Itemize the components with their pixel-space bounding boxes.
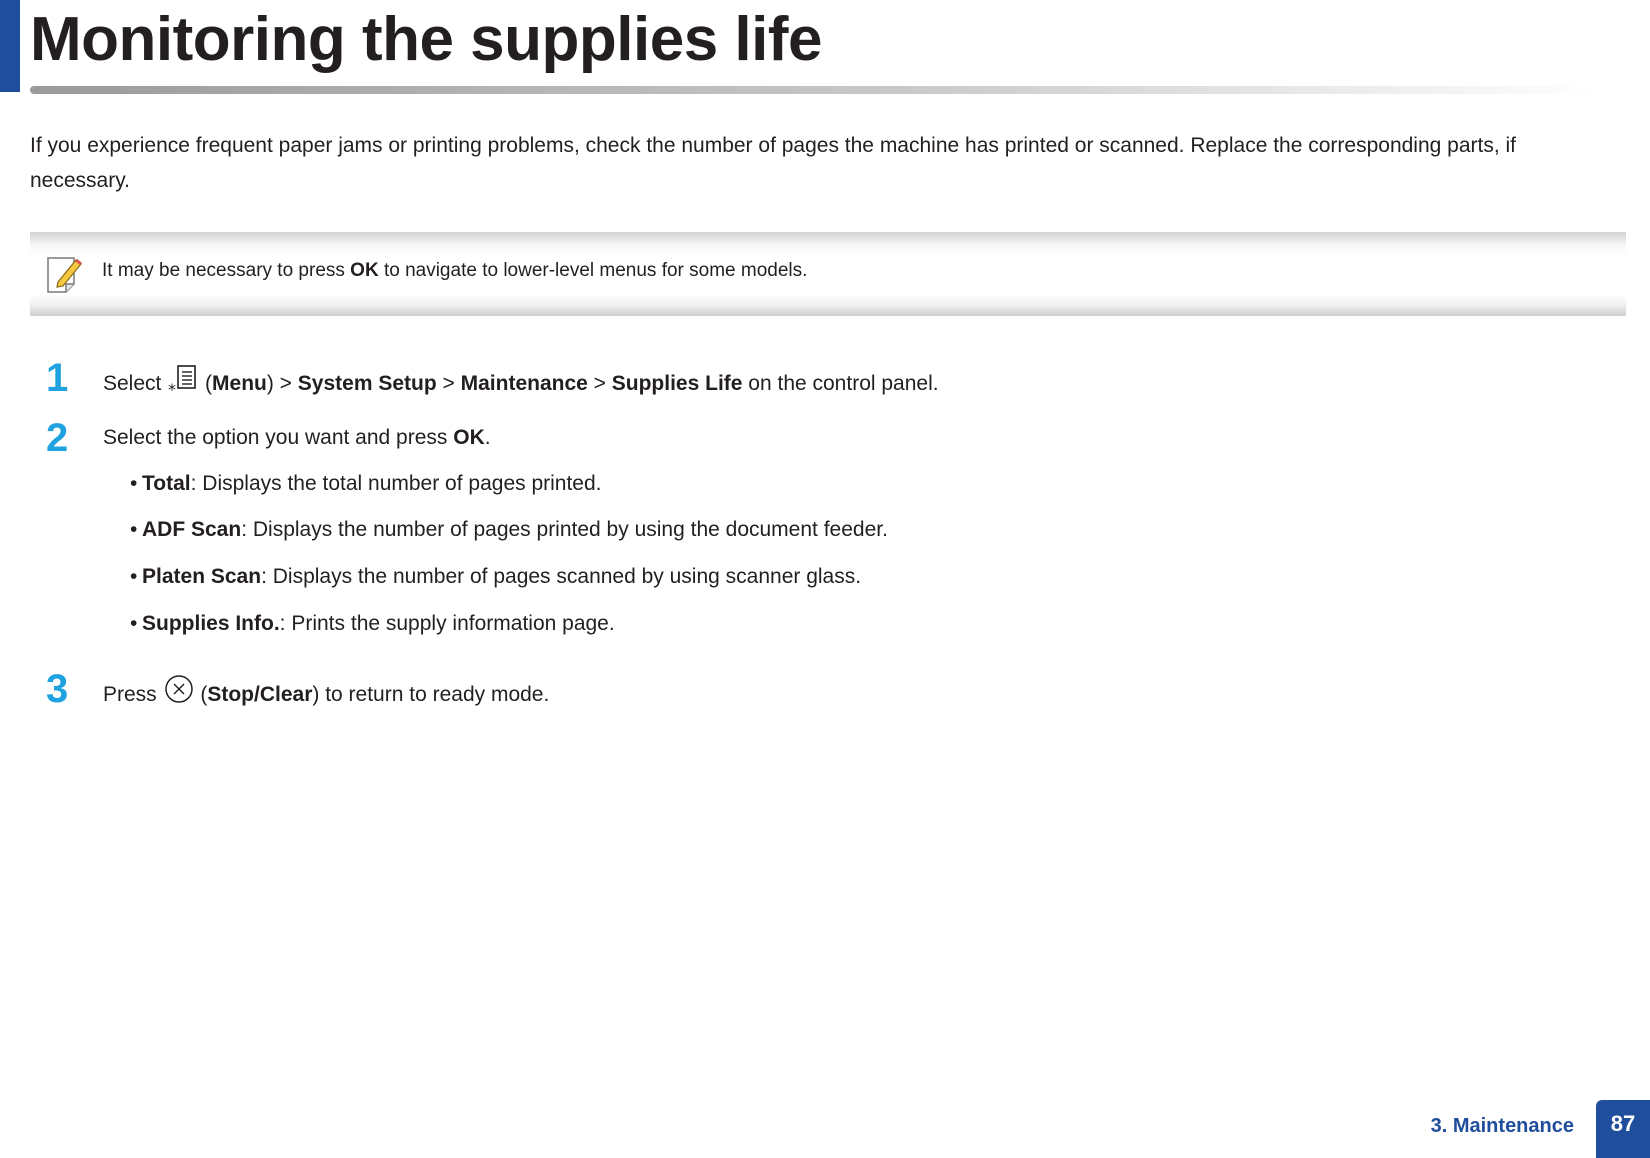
bullet: • bbox=[130, 612, 138, 635]
note-pencil-icon bbox=[44, 254, 84, 294]
stop-clear-label: Stop/Clear bbox=[207, 683, 313, 706]
option-description: : Prints the supply information page. bbox=[279, 612, 615, 635]
note-text-after: to navigate to lower-level menus for some models. bbox=[378, 260, 808, 281]
option-description: : Displays the number of pages printed by using the document feeder. bbox=[241, 518, 888, 541]
note-text-before: It may be necessary to press bbox=[102, 260, 351, 281]
step-text bbox=[103, 364, 939, 398]
note-ok-keyword: OK bbox=[350, 260, 379, 281]
bullet: • bbox=[130, 518, 138, 541]
step-prefix: Press bbox=[103, 683, 163, 706]
step-text bbox=[103, 675, 549, 709]
page-title: Monitoring the supplies life bbox=[30, 5, 822, 74]
menu-icon bbox=[167, 364, 199, 396]
ok-label: OK bbox=[453, 426, 485, 449]
option-description: : Displays the total number of pages printed. bbox=[190, 472, 602, 495]
option-label: Supplies Info. bbox=[142, 612, 280, 635]
intro-paragraph: If you experience frequent paper jams or printing problems, check the number of pages the machine has printed or scanned. Replace the corresponding parts, if necessary. bbox=[30, 134, 1517, 192]
option-label: ADF Scan bbox=[142, 518, 242, 541]
step-text bbox=[103, 424, 491, 452]
system-setup-label: System Setup bbox=[297, 372, 437, 395]
title-underline bbox=[30, 86, 1600, 94]
title-accent-bar bbox=[0, 0, 20, 92]
step-paren: ( bbox=[199, 372, 213, 395]
menu-label: Menu bbox=[212, 372, 267, 395]
step-number: 2 bbox=[46, 416, 69, 460]
option-description: : Displays the number of pages scanned by using scanner glass. bbox=[261, 565, 862, 588]
supplies-life-label: Supplies Life bbox=[611, 372, 743, 395]
stop-clear-icon bbox=[163, 675, 195, 707]
footer-section-label: 3. Maintenance bbox=[1430, 1115, 1574, 1137]
step-suffix: . bbox=[484, 426, 491, 449]
step-suffix: ) to return to ready mode. bbox=[312, 683, 550, 706]
step-separator: > bbox=[436, 372, 461, 395]
note-text bbox=[102, 258, 807, 284]
step-suffix: on the control panel. bbox=[742, 372, 939, 395]
bullet: • bbox=[130, 472, 138, 495]
note-box bbox=[30, 232, 1626, 316]
svg-text:*: * bbox=[168, 380, 177, 396]
option-label: Platen Scan bbox=[142, 565, 262, 588]
step-prefix: Select the option you want and press bbox=[103, 426, 454, 449]
step-number: 3 bbox=[46, 667, 69, 711]
step-paren: ( bbox=[194, 683, 208, 706]
step-separator: > bbox=[587, 372, 612, 395]
option-label: Total bbox=[142, 472, 191, 495]
maintenance-label: Maintenance bbox=[460, 372, 588, 395]
step-separator: ) > bbox=[266, 372, 298, 395]
bullet: • bbox=[130, 565, 138, 588]
page-number-badge: 87 bbox=[1596, 1100, 1650, 1158]
step-prefix: Select bbox=[103, 372, 168, 395]
step-number: 1 bbox=[46, 356, 69, 400]
